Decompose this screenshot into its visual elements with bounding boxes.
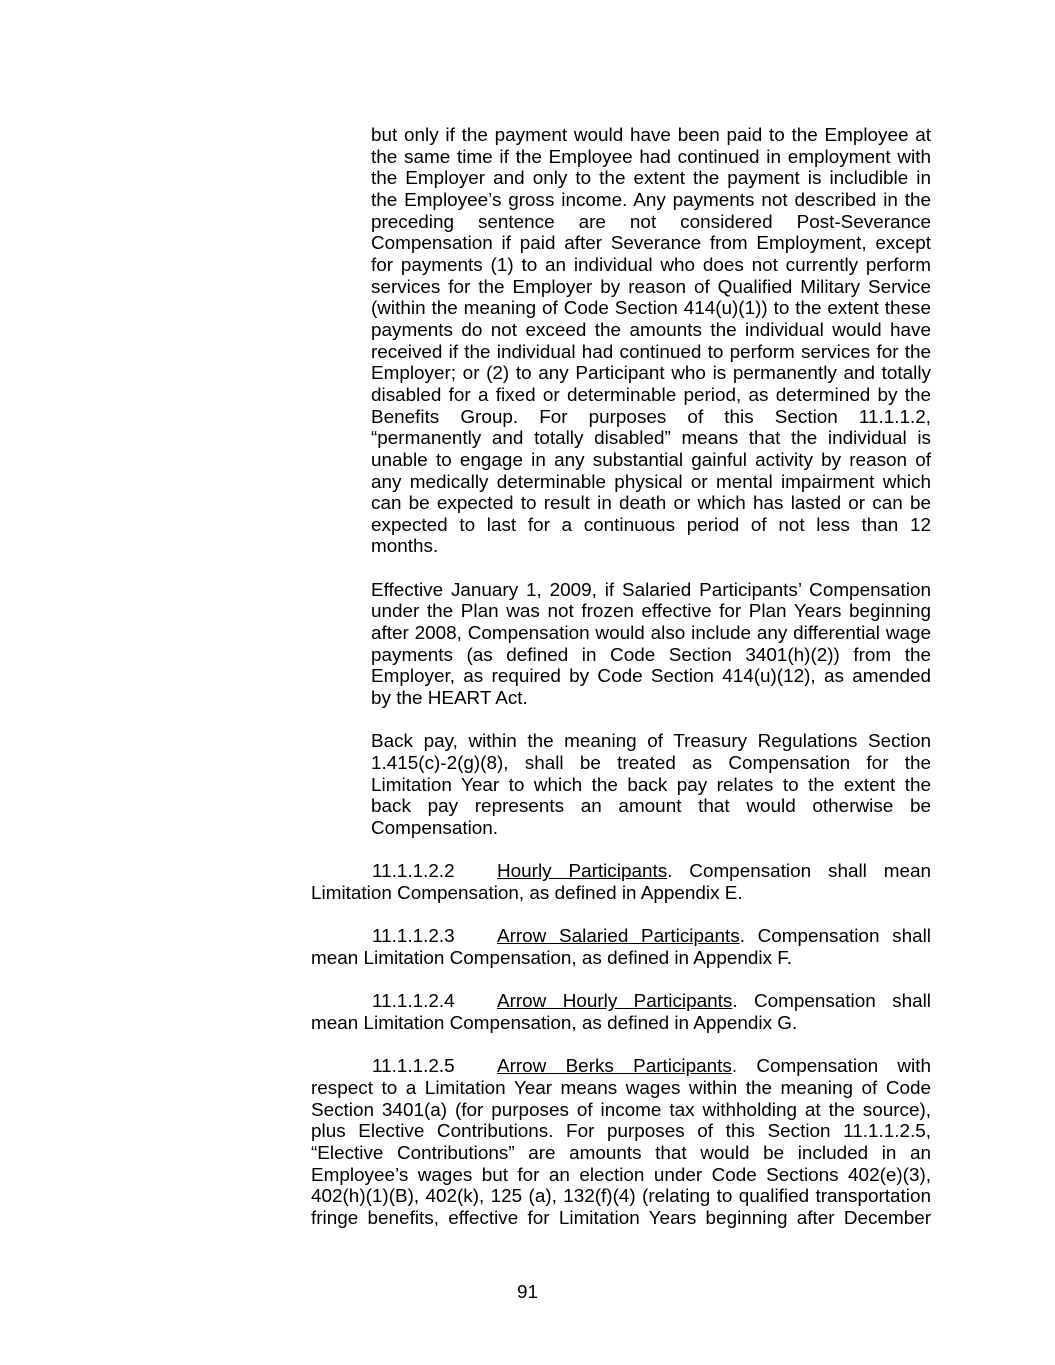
- section-heading-rest: [497, 991, 931, 1013]
- text-line: 402(h)(1)(B), 402(k), 125 (a), 132(f)(4) (relating to qualified transportation: [311, 1186, 931, 1208]
- text-line: 1.415(c)-2(g)(8), shall be treated as Compensation for the: [371, 753, 931, 775]
- section-body: [311, 1013, 931, 1035]
- text-line: Benefits Group. For purposes of this Section 11.1.1.2,: [371, 406, 931, 428]
- text-line: mean Limitation Compensation, as defined in Appendix F.: [311, 947, 792, 969]
- text-line: services for the Employer by reason of Qualified Military Service: [371, 276, 931, 298]
- section-heading-rest: [497, 926, 931, 948]
- text-line: by the HEART Act.: [371, 688, 528, 710]
- paragraph-differential-wage-payments: [371, 580, 931, 710]
- section-body: [311, 1078, 931, 1230]
- section-title: Arrow Salaried Participants: [497, 926, 740, 948]
- section-title: Hourly Participants: [497, 861, 668, 883]
- text-line: “permanently and totally disabled” means that the individual is: [371, 428, 931, 450]
- section-11-1-1-2-5: [311, 1056, 931, 1229]
- page-body: [311, 125, 931, 1251]
- text-line: payments (as defined in Code Section 3401(h)(2)) from the: [371, 644, 931, 666]
- section-heading-text: . Compensation shall: [739, 926, 931, 948]
- text-line: but only if the payment would have been paid to the Employee at: [371, 125, 931, 146]
- section-heading-rest: [497, 861, 931, 883]
- text-line: any medically determinable physical or mental impairment which: [371, 471, 931, 493]
- text-line: expected to last for a continuous period of not less than 12: [371, 514, 931, 536]
- paragraph-back-pay: [371, 731, 931, 839]
- section-heading-rest: [497, 1056, 931, 1078]
- section-title: Arrow Hourly Participants: [497, 991, 733, 1013]
- text-line: “Elective Contributions” are amounts that would be included in an: [311, 1142, 931, 1164]
- section-heading-text: . Compensation with: [731, 1056, 931, 1078]
- text-line: plus Elective Contributions. For purposes of this Section 11.1.1.2.5,: [311, 1121, 931, 1143]
- text-line: Employer; or (2) to any Participant who is permanently and totally: [371, 363, 931, 385]
- section-heading-line: [311, 1056, 931, 1078]
- text-line: mean Limitation Compensation, as defined in Appendix G.: [311, 1012, 798, 1034]
- text-line: after 2008, Compensation would also include any differential wage: [371, 623, 931, 645]
- text-line: (within the meaning of Code Section 414(u)(1)) to the extent these: [371, 298, 931, 320]
- section-heading-line: [311, 861, 931, 883]
- text-line: Employee’s wages but for an election under Code Sections 402(e)(3),: [311, 1164, 931, 1186]
- text-line: preceding sentence are not considered Post-Severance: [371, 211, 931, 233]
- text-line: Limitation Year to which the back pay relates to the extent the: [371, 774, 931, 796]
- text-line: Limitation Compensation, as defined in Appendix E.: [311, 882, 743, 904]
- section-11-1-1-2-3: [311, 926, 931, 969]
- text-line: fringe benefits, effective for Limitation Years beginning after December: [311, 1207, 931, 1229]
- section-body: [311, 883, 931, 905]
- section-heading-line: [311, 991, 931, 1013]
- section-number: 11.1.1.2.3: [372, 926, 455, 948]
- text-line: the same time if the Employee had continued in employment with: [371, 146, 931, 168]
- text-line: Back pay, within the meaning of Treasury Regulations Section: [371, 731, 931, 753]
- section-title: Arrow Berks Participants: [497, 1056, 732, 1078]
- section-number: 11.1.1.2.2: [372, 861, 455, 883]
- section-body: [311, 948, 931, 970]
- section-heading-text: . Compensation shall: [732, 991, 931, 1013]
- text-line: Compensation.: [371, 818, 499, 839]
- text-line: the Employer and only to the extent the payment is includible in: [371, 168, 931, 190]
- text-line: under the Plan was not frozen effective for Plan Years beginning: [371, 601, 931, 623]
- text-line: payments do not exceed the amounts the individual would have: [371, 319, 931, 341]
- text-line: Compensation if paid after Severance from Employment, except: [371, 233, 931, 255]
- section-heading-line: [311, 926, 931, 948]
- text-line: Employer, as required by Code Section 414(u)(12), as amended: [371, 666, 931, 688]
- paragraph-post-severance-compensation: [371, 125, 931, 558]
- text-line: back pay represents an amount that would otherwise be: [371, 796, 931, 818]
- text-line: Section 3401(a) (for purposes of income tax withholding at the source),: [311, 1099, 931, 1121]
- text-line: received if the individual had continued to perform services for the: [371, 341, 931, 363]
- text-line: unable to engage in any substantial gainful activity by reason of: [371, 449, 931, 471]
- text-line: disabled for a fixed or determinable period, as determined by the: [371, 384, 931, 406]
- section-11-1-1-2-4: [311, 991, 931, 1034]
- section-number: 11.1.1.2.5: [372, 1056, 455, 1078]
- section-number: 11.1.1.2.4: [372, 991, 455, 1013]
- section-heading-text: . Compensation shall mean: [667, 861, 931, 883]
- section-11-1-1-2-2: [311, 861, 931, 904]
- text-line: the Employee’s gross income. Any payments not described in the: [371, 189, 931, 211]
- text-line: for payments (1) to an individual who does not currently perform: [371, 254, 931, 276]
- page-number: 91: [516, 1282, 538, 1303]
- text-line: respect to a Limitation Year means wages within the meaning of Code: [311, 1077, 931, 1099]
- text-line: Effective January 1, 2009, if Salaried Participants’ Compensation: [371, 579, 931, 601]
- text-line: months.: [371, 536, 439, 558]
- text-line: can be expected to result in death or which has lasted or can be: [371, 493, 931, 515]
